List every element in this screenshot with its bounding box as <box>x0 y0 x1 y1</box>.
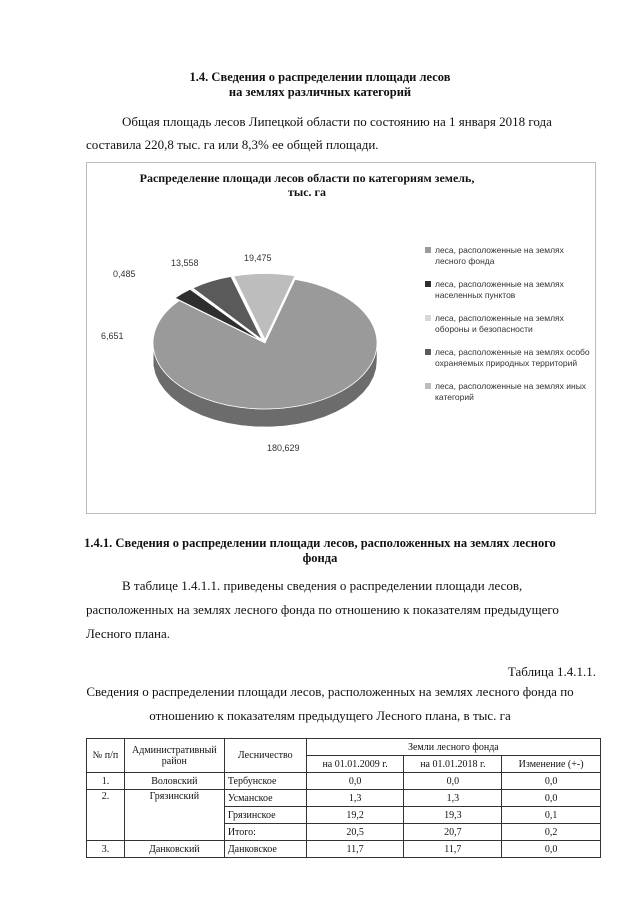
cell-change: 0,1 <box>502 807 601 824</box>
table-caption-line2: отношению к показателям предыдущего Лесного плана, в тыс. га <box>149 708 511 723</box>
intro-line1: Общая площадь лесов Липецкой области по состоянию на 1 января 2018 года <box>122 114 552 129</box>
cell-2009: 11,7 <box>306 841 404 858</box>
subsection-title-line2: фонда <box>302 551 338 565</box>
legend-swatch <box>425 281 431 287</box>
intro-paragraph <box>86 110 596 156</box>
cell-2018: 11,7 <box>404 841 502 858</box>
legend-item <box>425 279 595 301</box>
cell-district: Грязинский <box>124 790 224 841</box>
forest-area-table <box>86 738 601 858</box>
legend-item <box>425 381 595 403</box>
pie-chart-frame <box>86 162 596 514</box>
header-num: № п/п <box>87 739 125 773</box>
cell-2009: 0,0 <box>306 773 404 790</box>
table-caption <box>60 680 600 728</box>
cell-change: 0,0 <box>502 790 601 807</box>
header-2018: на 01.01.2018 г. <box>404 756 502 773</box>
legend-item <box>425 245 595 267</box>
table-caption-line1: Сведения о распределении площади лесов, расположенных на землях лесного фонда по <box>86 684 574 699</box>
cell-2018: 20,7 <box>404 824 502 841</box>
subsection-line1: В таблице 1.4.1.1. приведены сведения о распределении площади лесов, <box>122 578 523 593</box>
data-label-1: 6,651 <box>101 331 124 341</box>
section-title-line2: на землях различных категорий <box>228 85 412 99</box>
legend-item <box>425 347 595 369</box>
legend-swatch <box>425 349 431 355</box>
cell-2018: 0,0 <box>404 773 502 790</box>
cell-forestry: Грязинское <box>224 807 306 824</box>
data-label-2: 0,485 <box>113 269 136 279</box>
cell-2009: 1,3 <box>306 790 404 807</box>
legend-swatch <box>425 247 431 253</box>
table-row <box>87 841 601 858</box>
legend-label: леса, расположенные на землях обороны и безопасности <box>435 313 564 334</box>
data-label-0: 180,629 <box>267 443 300 453</box>
cell-forestry: Усманское <box>224 790 306 807</box>
subsection-line3: Лесного плана. <box>86 626 170 641</box>
subsection-paragraph <box>86 574 596 646</box>
subsection-line2: расположенных на землях лесного фонда по отношению к показателям предыдущего <box>86 602 559 617</box>
section-title-line1: 1.4. Сведения о распределении площади лесов <box>189 70 451 84</box>
intro-line2: составила 220,8 тыс. га или 8,3% ее общей площади. <box>86 137 379 152</box>
cell-num: 2. <box>87 790 125 841</box>
subsection-title-line1: 1.4.1. Сведения о распределении площади лесов, расположенных на землях лесного <box>84 536 556 550</box>
cell-2018: 19,3 <box>404 807 502 824</box>
table-label: Таблица 1.4.1.1. <box>507 664 596 679</box>
legend-swatch <box>425 315 431 321</box>
cell-2018: 1,3 <box>404 790 502 807</box>
cell-forestry: Тербунское <box>224 773 306 790</box>
cell-2009: 20,5 <box>306 824 404 841</box>
cell-change: 0,0 <box>502 773 601 790</box>
legend-label: леса, расположенные на землях иных категорий <box>435 381 587 402</box>
header-2009: на 01.01.2009 г. <box>306 756 404 773</box>
header-forestry: Лесничество <box>224 739 306 773</box>
legend-label: леса, расположенные на землях населенных пунктов <box>435 279 564 300</box>
legend-swatch <box>425 383 431 389</box>
section-title <box>0 70 640 100</box>
header-change: Изменение (+-) <box>502 756 601 773</box>
header-district: Административный район <box>124 739 224 773</box>
table-row <box>87 773 601 790</box>
cell-change: 0,0 <box>502 841 601 858</box>
cell-change: 0,2 <box>502 824 601 841</box>
data-label-3: 13,558 <box>171 258 199 268</box>
chart-title-line1: Распределение площади лесов области по категориям земель, <box>139 171 475 185</box>
data-label-4: 19,475 <box>244 253 272 263</box>
legend-label: леса, расположенные на землях особо охраняемых природных территорий <box>435 347 590 368</box>
header-group: Земли лесного фонда <box>306 739 600 756</box>
cell-district: Данковский <box>124 841 224 858</box>
cell-forestry: Итого: <box>224 824 306 841</box>
chart-title-line2: тыс. га <box>287 185 327 199</box>
cell-2009: 19,2 <box>306 807 404 824</box>
cell-district: Воловский <box>124 773 224 790</box>
legend-label: леса, расположенные на землях лесного фонда <box>435 245 564 266</box>
cell-num: 3. <box>87 841 125 858</box>
chart-title <box>87 171 527 199</box>
table-row <box>87 790 601 807</box>
chart-legend <box>425 245 595 415</box>
cell-num: 1. <box>87 773 125 790</box>
subsection-title <box>0 536 640 566</box>
table-header-row <box>87 739 601 756</box>
legend-item <box>425 313 595 335</box>
cell-forestry: Данковское <box>224 841 306 858</box>
